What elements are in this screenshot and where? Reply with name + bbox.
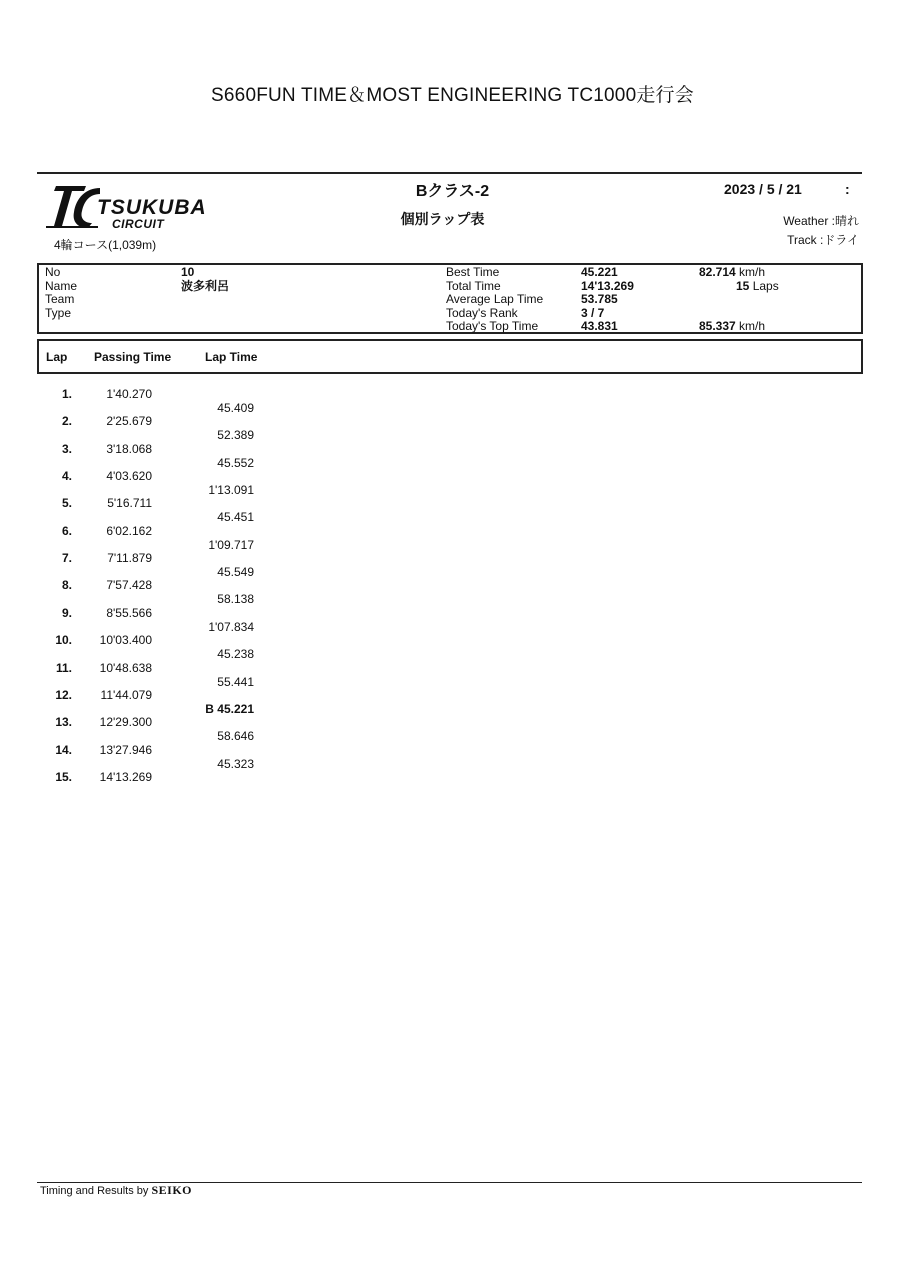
lap-row [37, 496, 337, 510]
lap-row [37, 442, 337, 456]
lap-row [37, 633, 337, 647]
passing-time: 7'11.879 [107, 551, 152, 566]
lap-time: 1'09.717 [208, 537, 254, 552]
lap-time: 45.451 [217, 510, 254, 525]
lap-time-row [37, 538, 337, 552]
name-label: Name [45, 278, 78, 293]
laps-count: 15 Laps [736, 278, 779, 293]
passing-time-column-header: Passing Time [94, 350, 172, 364]
average-lap-label: Average Lap Time [446, 292, 544, 306]
top-speed: 85.337 km/h [699, 319, 766, 333]
lap-row [37, 469, 337, 483]
lap-number: 9. [61, 605, 72, 620]
lap-number: 15. [55, 769, 72, 784]
lap-time: 45.323 [217, 756, 254, 771]
event-title: S660FUN TIME＆MOST ENGINEERING TC1000走行会 [211, 85, 694, 106]
footer-prefix: Timing and Results by [40, 1185, 152, 1197]
lap-number: 10. [55, 633, 72, 648]
lap-time: 45.549 [217, 565, 254, 580]
passing-time: 8'55.566 [106, 605, 152, 620]
lap-time-row [37, 620, 337, 634]
lap-time: B 45.221 [205, 701, 254, 716]
lap-time: 52.389 [217, 428, 254, 443]
passing-time: 3'18.068 [106, 441, 152, 456]
lap-time-row [37, 675, 337, 689]
lap-row [37, 414, 337, 428]
team-label: Team [45, 292, 75, 306]
best-speed: 82.714 km/h [699, 265, 766, 279]
passing-time: 12'29.300 [99, 715, 152, 730]
lap-time: 1'07.834 [208, 619, 254, 634]
lap-time-row [37, 456, 337, 470]
logo-wordmark-tsukuba: TSUKUBA [97, 196, 207, 219]
lap-time: 55.441 [217, 674, 254, 689]
passing-time: 5'16.711 [107, 496, 152, 511]
lap-time: 1'13.091 [208, 483, 254, 498]
lap-row [37, 606, 337, 620]
rank-value: 3 / 7 [581, 305, 605, 320]
lap-time-row [37, 401, 337, 415]
name-value: 波多利呂 [181, 278, 230, 293]
lap-time-row [37, 565, 337, 579]
total-time-value: 14'13.269 [581, 278, 634, 293]
type-label: Type [45, 305, 72, 320]
lap-number: 5. [61, 496, 72, 511]
passing-time: 14'13.269 [99, 769, 152, 784]
passing-time: 10'48.638 [99, 660, 152, 675]
average-lap-value: 53.785 [581, 292, 618, 306]
best-time-value: 45.221 [581, 265, 618, 279]
lap-time: 58.646 [217, 729, 254, 744]
lap-row [37, 578, 337, 592]
total-time-label: Total Time [446, 278, 501, 293]
lap-number: 14. [55, 742, 72, 757]
course-label: 4輪コース(1,039m) [54, 238, 157, 252]
lap-row [37, 551, 337, 565]
lap-time: 45.552 [217, 455, 254, 470]
lap-time: 45.409 [217, 401, 254, 415]
passing-time: 13'27.946 [99, 742, 152, 757]
lap-time-row [37, 702, 337, 716]
no-value: 10 [181, 265, 195, 279]
lap-row [37, 715, 337, 729]
lap-table-header [37, 339, 863, 374]
passing-time: 1'40.270 [106, 387, 152, 401]
lap-table-body [37, 387, 337, 807]
lap-number: 4. [61, 469, 72, 484]
passing-time: 10'03.400 [99, 633, 152, 648]
lap-time-row [37, 483, 337, 497]
report-date: 2023 / 5 / 21 [724, 181, 802, 197]
driver-info-box [37, 263, 863, 334]
lap-time: 45.238 [217, 647, 254, 662]
lap-number: 12. [55, 687, 72, 702]
report-name: 個別ラップ表 [400, 211, 485, 227]
lap-number: 3. [61, 441, 72, 456]
track-label: Track :ドライ [787, 233, 859, 247]
lap-time-row [37, 729, 337, 743]
lap-row [37, 770, 337, 784]
lap-time-row [37, 428, 337, 442]
lap-number: 6. [61, 523, 72, 538]
header-divider [37, 172, 862, 174]
lap-time-row [37, 757, 337, 771]
top-time-label: Today's Top Time [446, 319, 539, 333]
lap-number: 11. [55, 660, 72, 675]
lap-time-row [37, 592, 337, 606]
best-time-label: Best Time [446, 265, 500, 279]
lap-row [37, 688, 337, 702]
lap-column-header: Lap [46, 350, 68, 364]
lap-time-row [37, 510, 337, 524]
top-time-value: 43.831 [581, 319, 618, 333]
passing-time: 4'03.620 [106, 469, 152, 484]
passing-time: 11'44.079 [100, 687, 152, 702]
seiko-brand: SEIKO [151, 1183, 192, 1197]
lap-row [37, 661, 337, 675]
lap-number: 8. [61, 578, 72, 593]
weather-label: Weather :晴れ [783, 214, 859, 228]
rank-label: Today's Rank [446, 305, 518, 320]
lap-row [37, 524, 337, 538]
lap-time: 58.138 [217, 592, 254, 607]
footer-credit [40, 1183, 192, 1198]
passing-time: 2'25.679 [106, 414, 152, 429]
lap-number: 13. [55, 715, 72, 730]
lap-row [37, 743, 337, 757]
passing-time: 6'02.162 [106, 523, 152, 538]
passing-time: 7'57.428 [106, 578, 152, 593]
logo-wordmark-circuit: CIRCUIT [112, 217, 165, 231]
lap-time-row [37, 647, 337, 661]
report-time: : [845, 181, 850, 197]
class-name: Bクラス-2 [415, 183, 490, 200]
no-label: No [45, 265, 61, 279]
lap-number: 7. [61, 551, 72, 566]
lap-number: 1. [61, 387, 72, 401]
lap-number: 2. [61, 414, 72, 429]
lap-row [37, 387, 337, 401]
lap-time-column-header: Lap Time [205, 350, 258, 364]
